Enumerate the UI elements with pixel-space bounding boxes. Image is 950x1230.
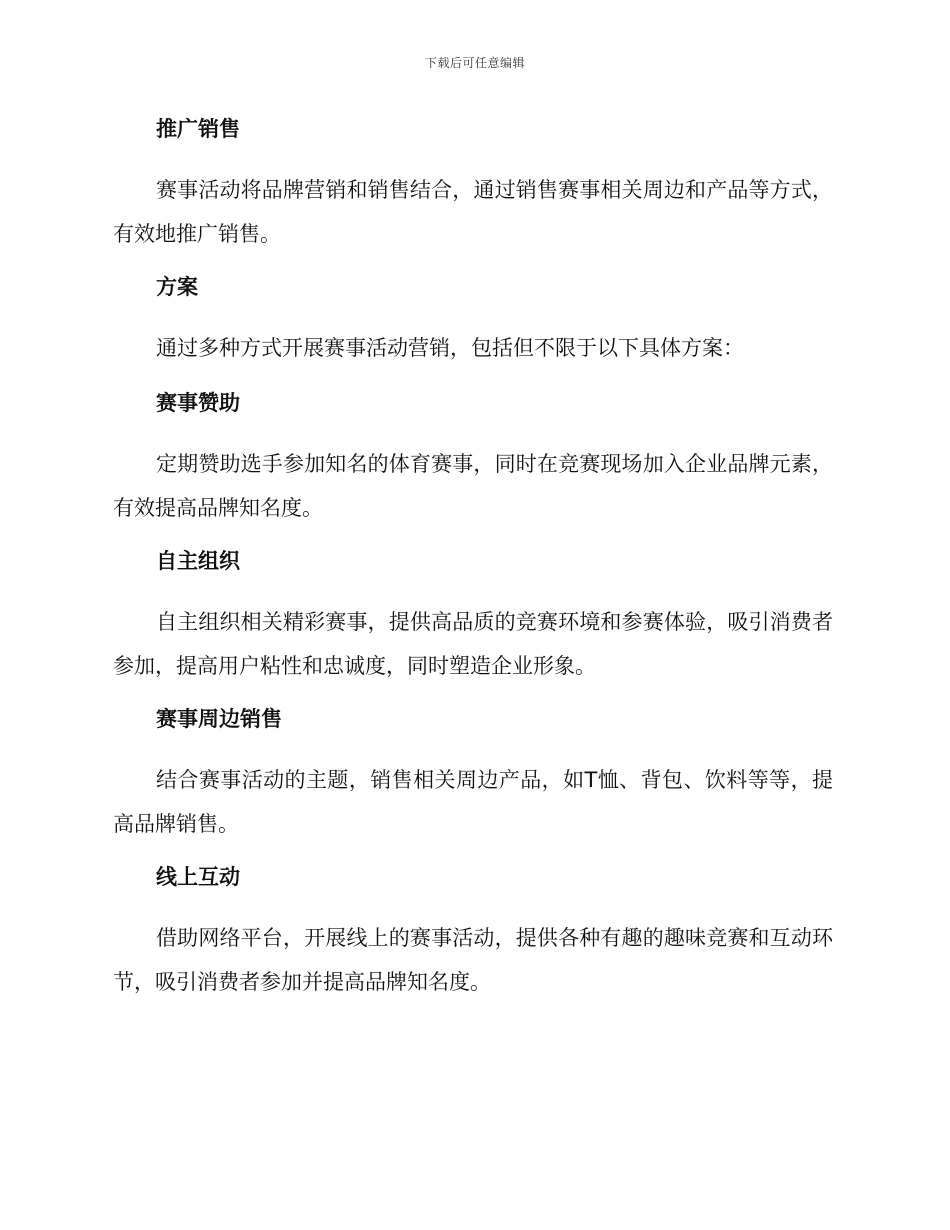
section-paragraph-promotion-sales: 赛事活动将品牌营销和销售结合，通过销售赛事相关周边和产品等方式，有效地推广销售。: [113, 178, 833, 246]
section-paragraph-self-organized: 自主组织相关精彩赛事，提供高品质的竞赛环境和参赛体验，吸引消费者参加，提高用户粘性和忠诚度，同时塑造企业形象。: [113, 610, 833, 678]
section-paragraph-online-interaction: 借助网络平台，开展线上的赛事活动，提供各种有趣的趣味竞赛和互动环节，吸引消费者参加并提高品牌知名度。: [113, 926, 833, 994]
section-heading-promotion-sales: 推广销售: [156, 117, 240, 141]
section-paragraph-merchandise-sales: 结合赛事活动的主题，销售相关周边产品，如T恤、背包、饮料等等，提高品牌销售。: [113, 768, 833, 836]
section-heading-plan: 方案: [156, 275, 198, 299]
section-heading-self-organized: 自主组织: [156, 549, 240, 573]
section-heading-merchandise-sales: 赛事周边销售: [156, 707, 282, 731]
section-paragraph-plan: 通过多种方式开展赛事活动营销，包括但不限于以下具体方案：: [156, 336, 744, 360]
document-body: [113, 112, 833, 1018]
header-note: 下载后可任意编辑: [424, 56, 525, 70]
section-paragraph-sponsorship: 定期赞助选手参加知名的体育赛事，同时在竞赛现场加入企业品牌元素，有效提高品牌知名度。: [113, 452, 833, 520]
section-heading-sponsorship: 赛事赞助: [156, 391, 240, 415]
section-heading-online-interaction: 线上互动: [156, 865, 240, 889]
